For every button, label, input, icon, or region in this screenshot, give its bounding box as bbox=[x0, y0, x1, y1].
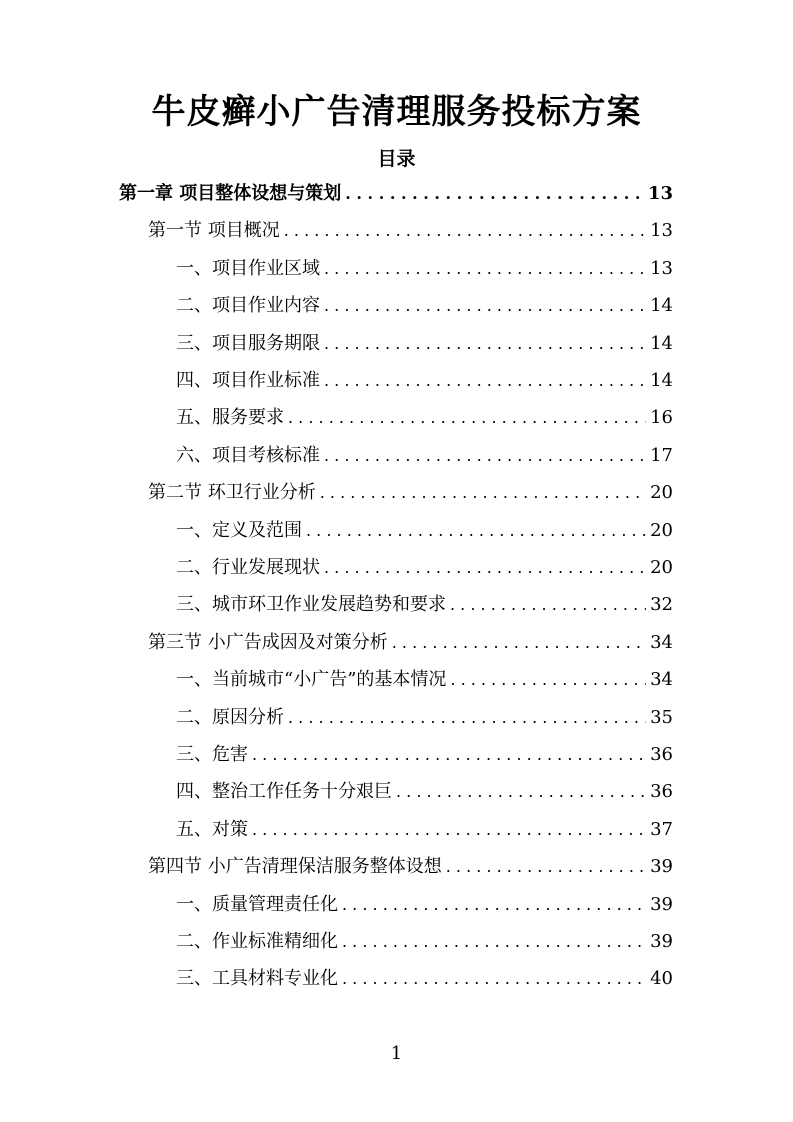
toc-leader-dots bbox=[324, 366, 646, 396]
toc-entry[interactable] bbox=[176, 553, 673, 583]
toc-leader-dots bbox=[396, 777, 646, 807]
toc-entry-page: 13 bbox=[650, 257, 673, 279]
toc-entry-label: 二、行业发展现状 bbox=[176, 557, 320, 578]
toc-entry-label: 二、作业标准精细化 bbox=[176, 931, 338, 952]
toc-entry-label: 三、危害 bbox=[176, 744, 248, 765]
toc-leader-dots bbox=[450, 590, 646, 620]
toc-entry[interactable] bbox=[176, 516, 673, 546]
toc-entry[interactable] bbox=[176, 964, 673, 994]
toc-leader-dots bbox=[320, 478, 646, 508]
toc-leader-dots bbox=[324, 291, 646, 321]
toc-entry[interactable] bbox=[176, 815, 673, 845]
toc-leader-dots bbox=[324, 553, 646, 583]
toc-entry-page: 20 bbox=[650, 557, 673, 578]
toc-entry-page: 34 bbox=[650, 631, 673, 653]
toc-entry[interactable] bbox=[148, 628, 673, 658]
toc-entry[interactable] bbox=[119, 179, 673, 209]
toc-entry-page: 16 bbox=[650, 407, 673, 429]
toc-entry-page: 20 bbox=[650, 519, 673, 541]
page-number: 1 bbox=[390, 1043, 403, 1064]
toc-entry[interactable] bbox=[148, 216, 673, 246]
toc-leader-dots bbox=[288, 403, 646, 433]
toc-entry-label: 第一章 项目整体设想与策划 bbox=[119, 183, 342, 204]
toc-leader-dots bbox=[324, 441, 646, 471]
toc-entry-label: 二、原因分析 bbox=[176, 706, 284, 728]
toc-entry-page: 14 bbox=[650, 370, 673, 391]
toc-entry-label: 五、服务要求 bbox=[176, 407, 284, 429]
toc-entry[interactable] bbox=[176, 329, 673, 359]
toc-entry[interactable] bbox=[176, 703, 673, 733]
toc-entry-page: 13 bbox=[650, 220, 673, 242]
toc-entry-page: 39 bbox=[650, 931, 673, 952]
toc-entry[interactable] bbox=[176, 927, 673, 957]
toc-entry-label: 三、城市环卫作业发展趋势和要求 bbox=[176, 594, 446, 616]
toc-entry-page: 36 bbox=[650, 744, 673, 765]
toc-entry[interactable] bbox=[176, 366, 673, 396]
toc-leader-dots bbox=[450, 665, 646, 695]
toc-entry-page: 34 bbox=[650, 669, 673, 691]
toc-entry-label: 一、定义及范围 bbox=[176, 519, 302, 541]
toc-leader-dots bbox=[288, 703, 646, 733]
toc-entry[interactable] bbox=[176, 403, 673, 433]
toc-leader-dots bbox=[306, 516, 646, 546]
toc-entry-label: 五、对策 bbox=[176, 818, 248, 840]
toc-entry[interactable] bbox=[176, 665, 673, 695]
toc-entry-label: 六、项目考核标准 bbox=[176, 444, 320, 466]
toc-entry-label: 一、当前城市“小广告”的基本情况 bbox=[176, 669, 447, 691]
toc-leader-dots bbox=[284, 216, 646, 246]
toc-entry-page: 20 bbox=[650, 482, 673, 504]
toc-entry-label: 第一节 项目概况 bbox=[148, 220, 280, 242]
toc-leader-dots bbox=[342, 890, 646, 920]
toc-leader-dots bbox=[392, 628, 646, 658]
toc-entry[interactable] bbox=[148, 478, 673, 508]
toc-leader-dots bbox=[252, 815, 646, 845]
toc-heading: 目录 bbox=[377, 148, 416, 170]
toc-entry-page: 13 bbox=[647, 183, 673, 204]
toc-entry-label: 第四节 小广告清理保洁服务整体设想 bbox=[148, 856, 442, 878]
toc-entry[interactable] bbox=[176, 740, 673, 770]
toc-entry-label: 二、项目作业内容 bbox=[176, 295, 320, 317]
toc-entry-page: 36 bbox=[650, 781, 673, 803]
toc-entry-page: 40 bbox=[650, 968, 673, 990]
toc-entry[interactable] bbox=[176, 291, 673, 321]
toc-leader-dots bbox=[342, 964, 646, 994]
toc-entry-label: 四、整治工作任务十分艰巨 bbox=[176, 781, 392, 803]
toc-entry-label: 一、质量管理责任化 bbox=[176, 893, 338, 915]
toc-entry-label: 第三节 小广告成因及对策分析 bbox=[148, 631, 388, 653]
toc-entry[interactable] bbox=[176, 441, 673, 471]
toc-entry-label: 三、项目服务期限 bbox=[176, 332, 320, 354]
toc-entry-page: 35 bbox=[650, 706, 673, 728]
toc-leader-dots bbox=[345, 179, 644, 209]
toc-entry-page: 37 bbox=[650, 818, 673, 840]
toc-entry-page: 17 bbox=[650, 444, 673, 466]
toc-entry-label: 四、项目作业标准 bbox=[176, 370, 320, 391]
toc-leader-dots bbox=[324, 329, 646, 359]
toc-entry[interactable] bbox=[176, 777, 673, 807]
toc-entry[interactable] bbox=[148, 852, 673, 882]
document-title: 牛皮癣小广告清理服务投标方案 bbox=[151, 92, 642, 132]
toc-entry[interactable] bbox=[176, 254, 673, 284]
toc-entry[interactable] bbox=[176, 590, 673, 620]
toc-entry-label: 三、工具材料专业化 bbox=[176, 968, 338, 990]
toc-entry-page: 39 bbox=[650, 893, 673, 915]
toc-entry-page: 14 bbox=[650, 295, 673, 317]
toc-entry-page: 14 bbox=[650, 332, 673, 354]
toc-leader-dots bbox=[342, 927, 646, 957]
toc-entry-label: 第二节 环卫行业分析 bbox=[148, 482, 316, 504]
toc-leader-dots bbox=[324, 254, 646, 284]
toc-entry-page: 32 bbox=[650, 594, 673, 616]
toc-leader-dots bbox=[252, 740, 646, 770]
toc-entry[interactable] bbox=[176, 890, 673, 920]
toc-entry-label: 一、项目作业区域 bbox=[176, 257, 320, 279]
toc-leader-dots bbox=[446, 852, 646, 882]
toc-entry-page: 39 bbox=[650, 856, 673, 878]
